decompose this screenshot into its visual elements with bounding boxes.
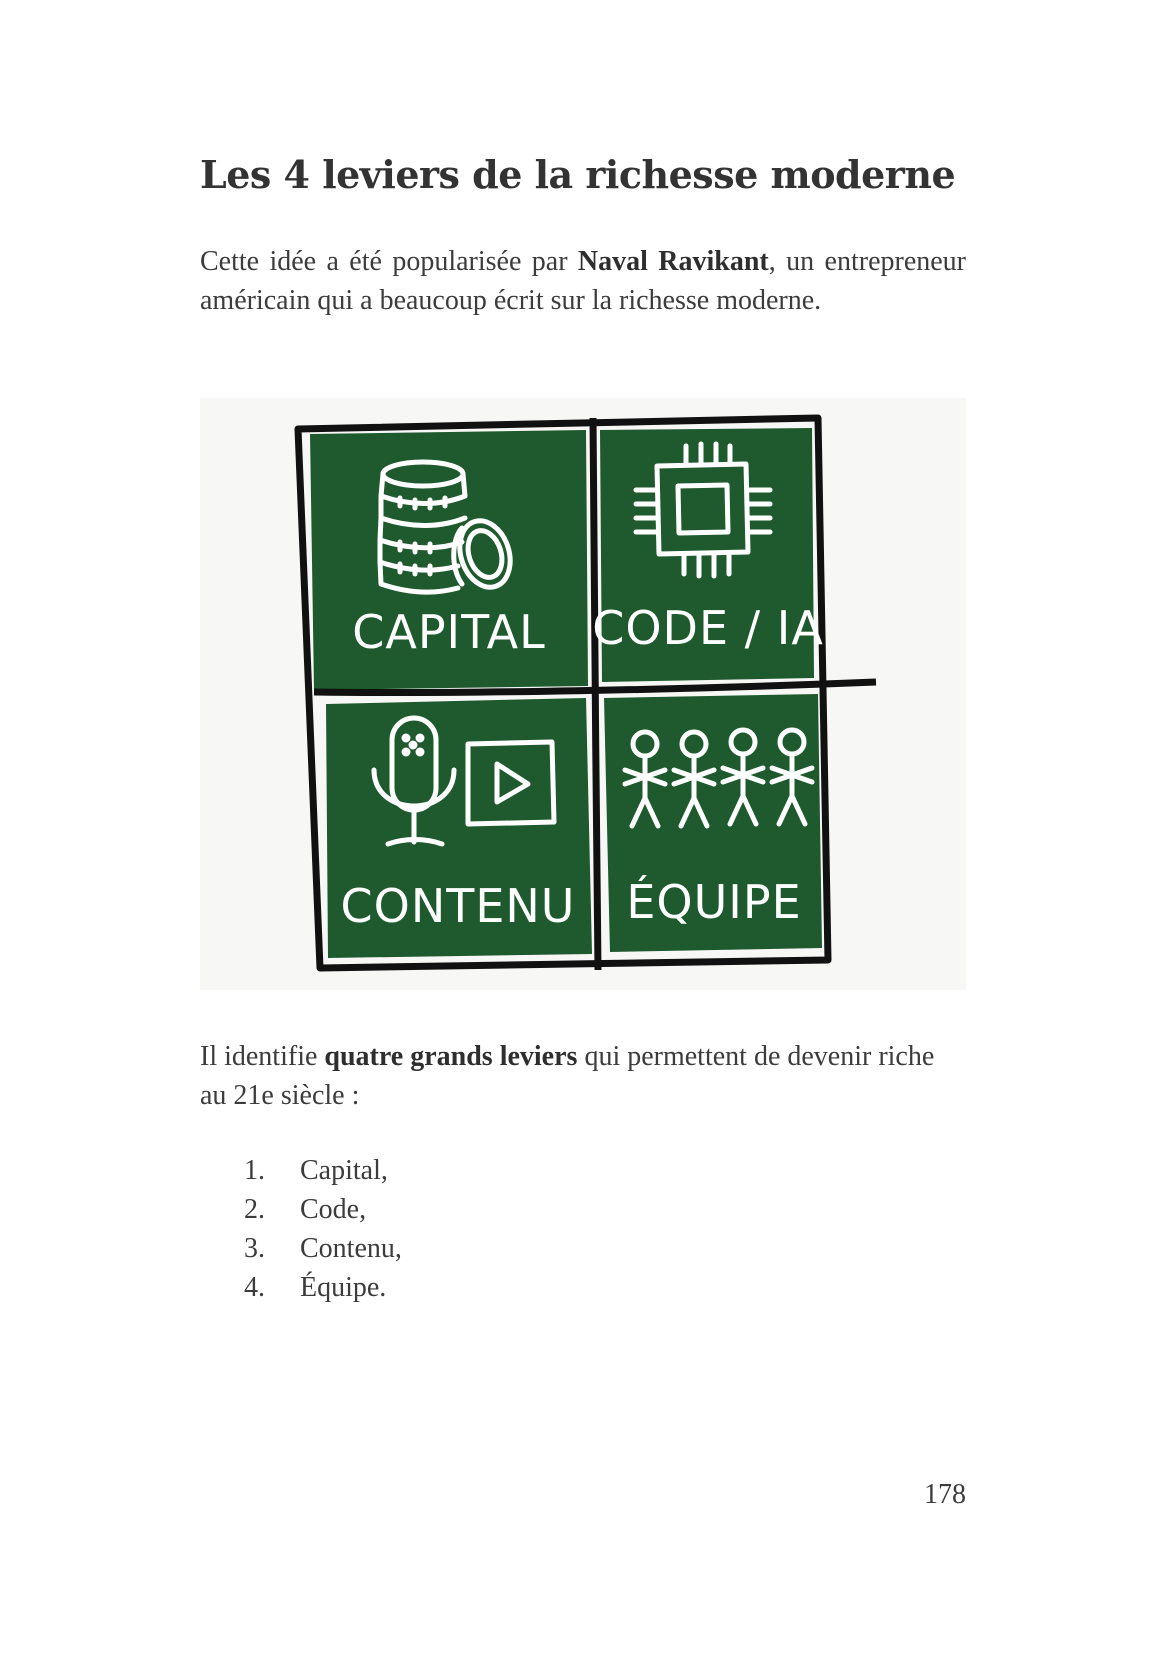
tile-label-code-ia: CODE / IA [592, 601, 824, 655]
list-item-text: Contenu, [300, 1233, 402, 1264]
levers-list [244, 1151, 402, 1307]
intro-paragraph [200, 242, 966, 320]
person-name: Naval Ravikant [577, 246, 769, 277]
tile-label-capital: CAPITAL [352, 605, 546, 659]
page-number: 178 [924, 1479, 966, 1510]
grid-vertical-line [593, 418, 598, 970]
list-item-text: Équipe. [300, 1272, 387, 1303]
levers-paragraph [200, 1037, 966, 1115]
levers-illustration [200, 398, 966, 990]
list-item [244, 1151, 402, 1190]
list-item [244, 1268, 402, 1307]
list-item-number: 1. [244, 1155, 265, 1186]
list-item-text: Capital, [300, 1155, 388, 1186]
tile-label-equipe: ÉQUIPE [626, 875, 802, 929]
list-item [244, 1190, 402, 1229]
intro-text-after: , un entrepreneur américain qui a beaucoup écrit sur la richesse moderne. [200, 246, 966, 316]
levers-text-after: qui permettent de devenir riche au 21e siècle : [200, 1041, 935, 1111]
list-item [244, 1229, 402, 1268]
page-title: Les 4 leviers de la richesse moderne [200, 152, 956, 197]
levers-text-before: Il identifie [200, 1041, 325, 1072]
list-item-number: 4. [244, 1272, 265, 1303]
tile-label-contenu: CONTENU [340, 879, 576, 933]
intro-text-before: Cette idée a été popularisée par [200, 246, 578, 277]
levers-highlight: quatre grands leviers [324, 1041, 578, 1072]
list-item-number: 3. [244, 1233, 265, 1264]
list-item-number: 2. [244, 1194, 265, 1225]
list-item-text: Code, [300, 1194, 367, 1225]
